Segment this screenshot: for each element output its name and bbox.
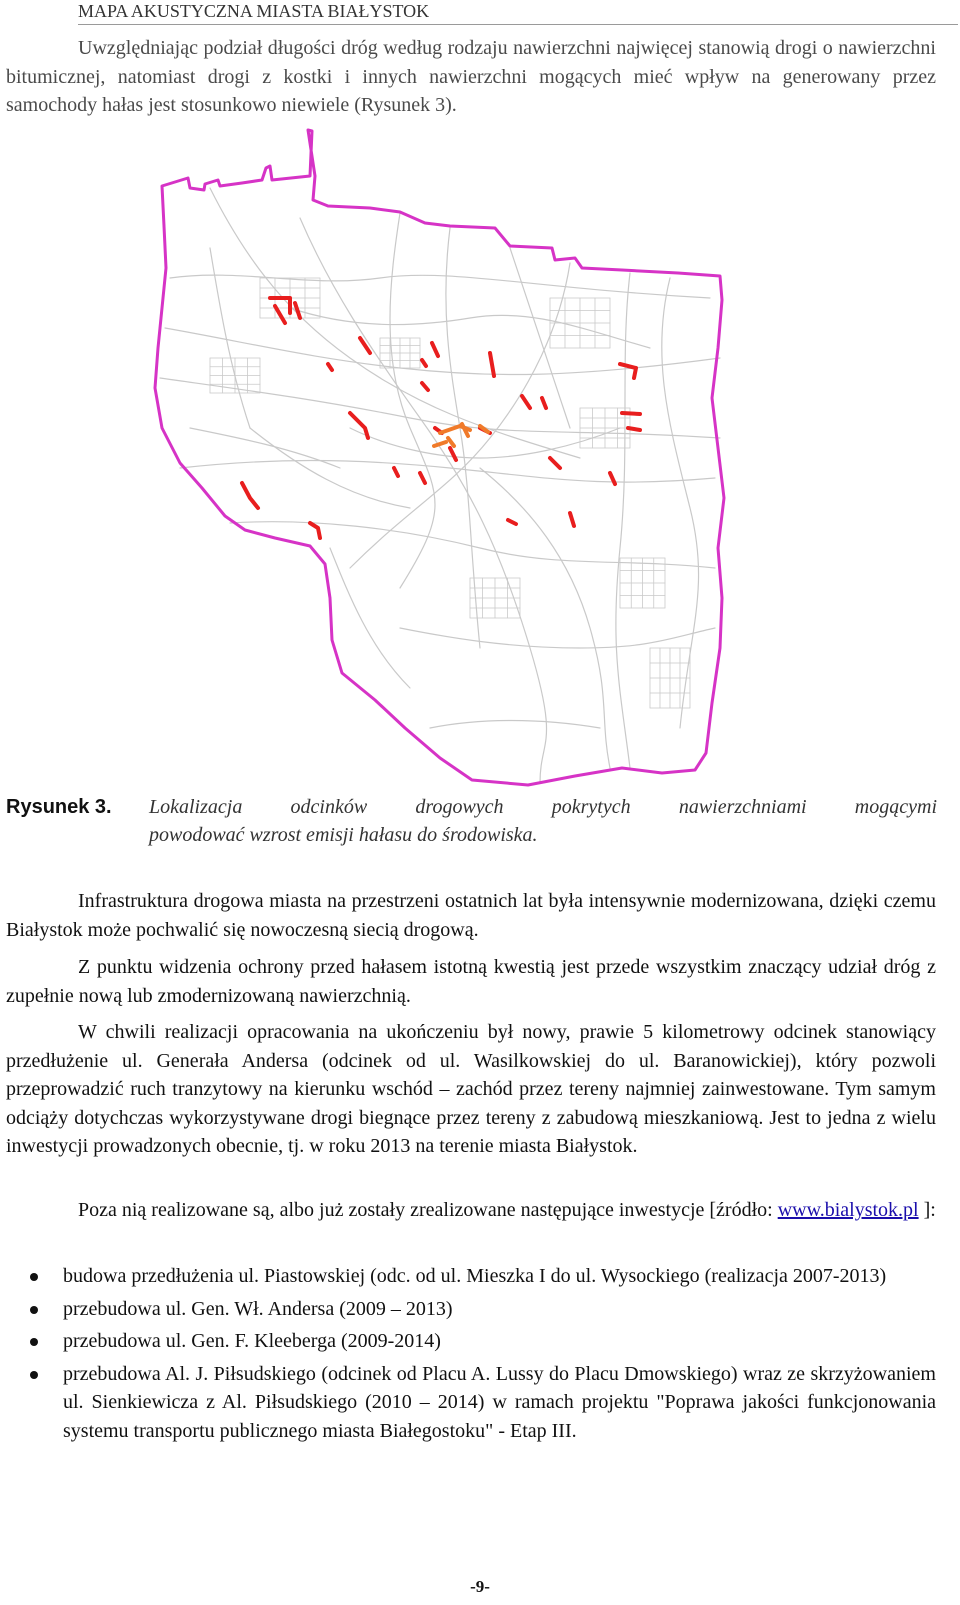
street-line xyxy=(350,263,570,568)
noisy-segment xyxy=(508,520,516,524)
investments-intro-paragraph xyxy=(6,1196,936,1225)
city-boundary xyxy=(155,130,724,785)
list-item-text: przebudowa ul. Gen. Wł. Andersa (2009 – 2013) xyxy=(63,1297,453,1320)
infrastructure-paragraph: Infrastruktura drogowa miasta na przestrzeni ostatnich lat była intensywnie modernizowana, dzięki czemu Białystok może pochwalić się nowoczesną siecią drogową. xyxy=(6,890,936,941)
figure-caption-text xyxy=(149,793,937,849)
bullet-icon xyxy=(30,1306,38,1314)
street-line xyxy=(400,628,715,648)
noisy-segment xyxy=(432,343,438,356)
noisy-segment xyxy=(242,483,258,508)
cobble-segment xyxy=(448,438,454,446)
noisy-segment xyxy=(420,473,425,483)
noisy-segment xyxy=(422,383,428,390)
noisy-segment xyxy=(450,448,456,460)
investments-prefix: Poza nią realizowane są, albo już zostały zrealizowane następujące inwestycje [źródło: xyxy=(78,1199,778,1221)
bullet-icon xyxy=(30,1338,38,1346)
road-surface-map xyxy=(150,128,750,788)
figure-caption xyxy=(6,793,936,853)
noisy-segment xyxy=(422,360,426,366)
bullet-icon xyxy=(30,1273,38,1281)
page-number: -9- xyxy=(470,1577,490,1596)
noisy-segment xyxy=(522,396,530,408)
intro-paragraph: Uwzględniając podział długości dróg według rodzaju nawierzchni najwięcej stanowią drogi o nawierzchni bitumicznej, natomiast drogi z kostki i innych nawierzchni mogących mieć wpływ na generowany przez samochody hałas jest stosunkowo niewiele (Rysunek 3). xyxy=(6,37,936,116)
noisy-segment xyxy=(620,364,636,378)
street-line xyxy=(180,461,715,483)
list-item-text: budowa przedłużenia ul. Piastowskiej (odc. od ul. Mieszka I do ul. Wysockiego (realizacja 2007-2013) xyxy=(63,1265,887,1287)
noisy-segment xyxy=(350,413,368,438)
street-line xyxy=(616,273,630,768)
noise-protection-paragraph: Z punktu widzenia ochrony przed hałasem istotną kwestią jest przede wszystkim znaczący udział dróg z zupełnie nową lub zmodernizowaną nawierzchnią. xyxy=(6,956,936,1007)
noisy-segment xyxy=(550,458,560,468)
cobble-segment xyxy=(434,442,446,446)
street-line xyxy=(510,248,570,428)
noisy-segment xyxy=(360,338,370,353)
street-line xyxy=(330,548,410,688)
street-line xyxy=(250,428,410,508)
list-item xyxy=(6,1360,936,1446)
noisy-segment xyxy=(622,413,640,414)
street-line xyxy=(430,721,600,729)
street-line xyxy=(210,188,580,458)
cobble-segment xyxy=(462,424,468,436)
list-item xyxy=(6,1262,936,1291)
bialystok-website-link[interactable]: www.bialystok.pl xyxy=(777,1199,919,1221)
investments-suffix: ]: xyxy=(918,1199,936,1221)
noisy-segment xyxy=(328,364,332,370)
noisy-segment xyxy=(490,353,494,376)
figure-label: Rysunek 3. xyxy=(6,796,112,818)
list-item xyxy=(6,1327,936,1356)
investments-list xyxy=(6,1262,936,1449)
andersa-extension-paragraph: W chwili realizacji opracowania na ukończeniu był nowy, prawie 5 kilometrowy odcinek stanowiący przedłużenie ul. Generała Andersa (odcinek od ul. Wasilkowskiej do ul. Baranowickiej), który pozwoli przeprowadzić ruch tranzytowy na kierunku wschód – zachód przez tereny najmniej zainwestowane. Tym samym odciąży dotychczas wykorzystywane drogi biegnące przez tereny z zabudową mieszkaniową. Jest to jedna z wielu inwestycji prowadzonych obecnie, tj. w roku 2013 na terenie miasta Białystok. xyxy=(6,1021,936,1157)
street-line xyxy=(300,218,547,783)
noisy-segment xyxy=(628,428,640,430)
noisy-segment xyxy=(310,523,320,538)
list-item-text: przebudowa ul. Gen. F. Kleeberga (2009-2014) xyxy=(63,1330,441,1352)
bullet-icon xyxy=(30,1371,38,1379)
noisy-segment xyxy=(270,298,300,323)
list-item-text: przebudowa Al. J. Piłsudskiego (odcinek od Placu A. Lussy do Placu Dmowskiego) wraz ze skrzyżowaniem ul. Sienkiewicza z Al. Piłsudskiego (2010 – 2014) w ramach projektu "Poprawa jakości funkcjonowania systemu transportu publicznego miasta Białegostoku" - Etap III. xyxy=(63,1362,936,1442)
street-line xyxy=(290,308,650,348)
city-road-map-figure xyxy=(150,128,750,788)
running-header: MAPA AKUSTYCZNA MIASTA BIAŁYSTOK xyxy=(78,0,958,25)
noisy-segment xyxy=(394,468,398,476)
noisy-segment xyxy=(542,398,546,408)
caption-line-1: Lokalizacja odcinków drogowych pokrytych nawierzchniami mogącymi xyxy=(149,796,937,818)
noisy-segment xyxy=(570,513,574,526)
list-item xyxy=(6,1295,936,1324)
street-line xyxy=(446,228,480,648)
caption-line-2: powodować wzrost emisji hałasu do środowiska. xyxy=(149,824,538,846)
cobble-segment xyxy=(480,426,488,432)
